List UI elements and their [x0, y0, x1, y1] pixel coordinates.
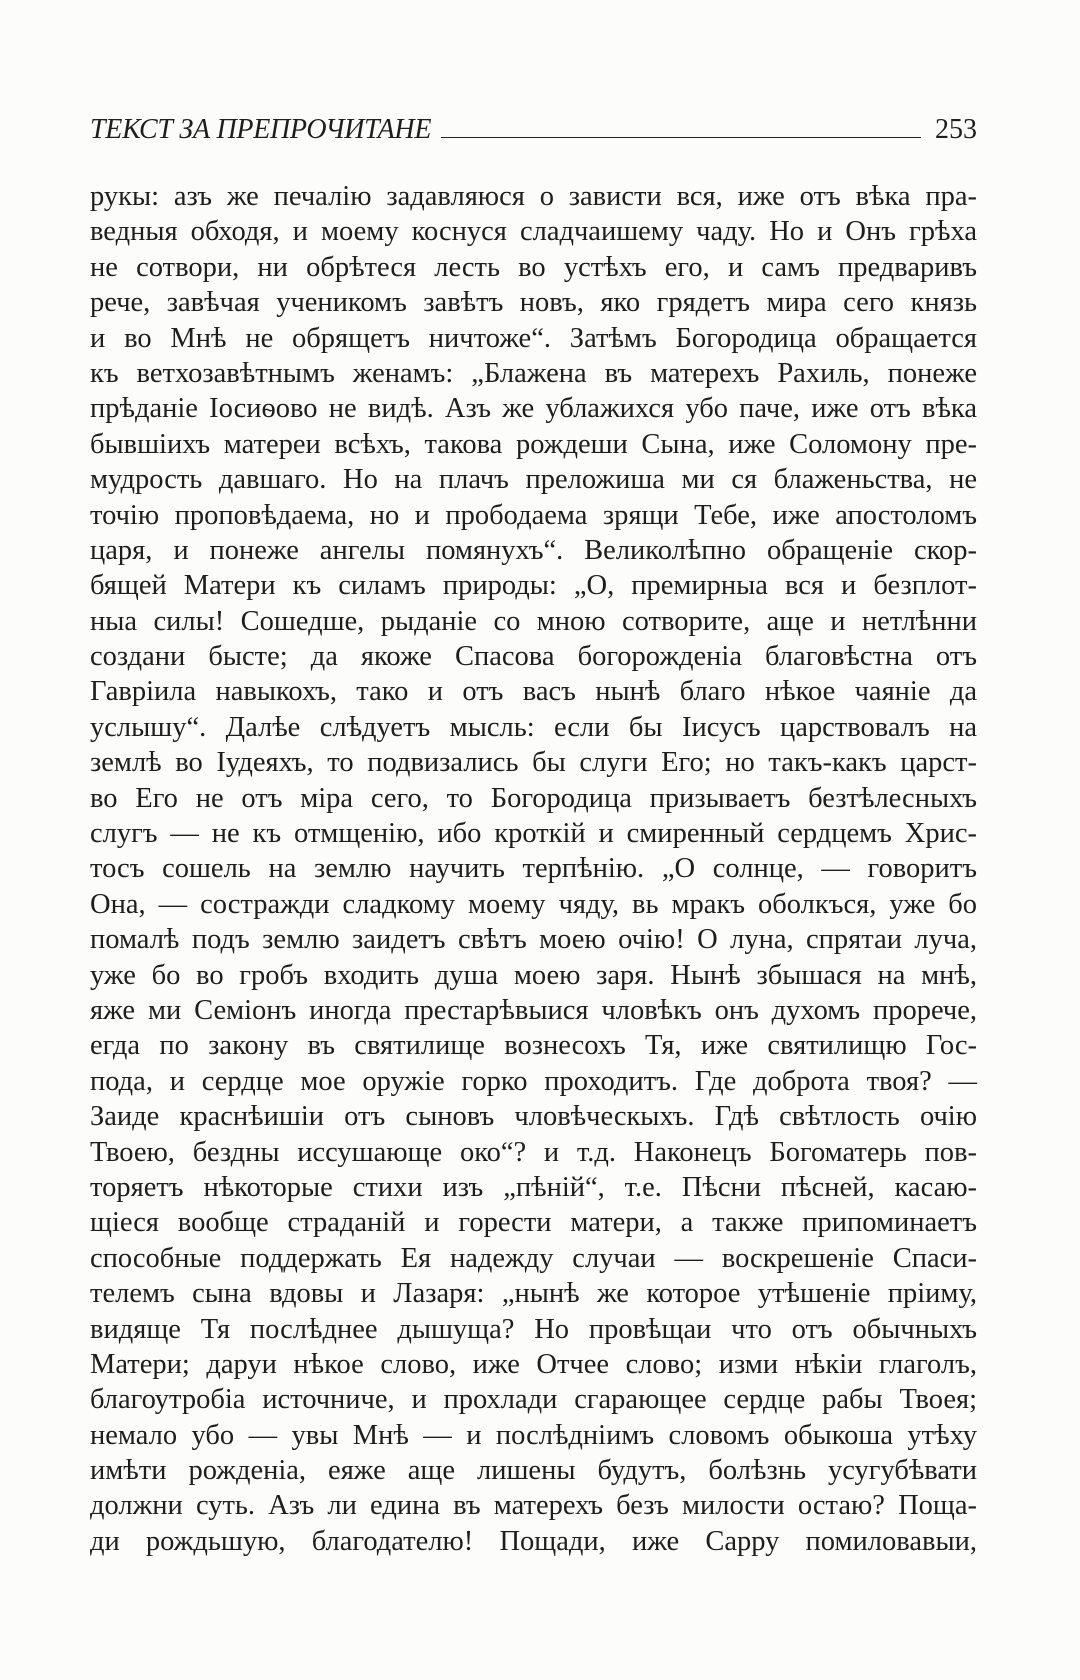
text-line [90, 1453, 977, 1488]
running-header [90, 108, 977, 146]
text-line-content: имѣти рожденіа, еяже аще лишены будутъ, болѣзнь усугубѣвати [90, 1455, 977, 1487]
text-line [90, 1064, 977, 1099]
text-line [90, 993, 977, 1028]
text-line-content: немало убо — увы Мнѣ — и послѣдніимъ словомъ обыкоша утѣху [90, 1419, 977, 1451]
body-text [90, 179, 977, 1559]
text-line-content: бящей Матери къ силамъ природы: „О, премирныа вся и безплот- [90, 570, 977, 602]
text-line-content: способные поддержать Ея надежду случаи — воскрешеніе Спаси- [90, 1242, 977, 1274]
text-line [90, 639, 977, 674]
text-line [90, 533, 977, 568]
text-line [90, 604, 977, 639]
text-line [90, 1099, 977, 1134]
text-line [90, 1135, 977, 1170]
text-line-content: яже ми Семіонъ иногда престарѣвыися чловѣкъ онъ духомъ прорече, [90, 994, 977, 1026]
text-line-content: точію проповѣдаема, но и прободаема зрящи Тебе, иже апостоломъ [90, 499, 977, 531]
text-line [90, 1276, 977, 1311]
text-line-content: бывшіихъ матереи всѣхъ, такова рождеши Сына, иже Соломону пре- [90, 428, 977, 460]
text-line [90, 816, 977, 851]
text-line-content: ди рождьшую, благодателю! Пощади, иже Сарру помиловавыи, [90, 1525, 977, 1557]
text-line [90, 285, 977, 320]
text-line [90, 922, 977, 957]
text-line-content: и во Мнѣ не обрящетъ ничтоже“. Затѣмъ Богородица обращается [90, 322, 977, 354]
text-line-content: землѣ во Іудеяхъ, то подвизались бы слуги Его; но такъ-какъ царст- [90, 747, 977, 779]
text-line-content: не сотвори, ни обрѣтеся лесть во устѣхъ его, и самъ предваривъ [90, 251, 977, 283]
text-line [90, 498, 977, 533]
text-line [90, 1205, 977, 1240]
text-line-content: рече, завѣчая ученикомъ завѣтъ новъ, яко грядетъ мира сего князь [90, 287, 977, 319]
text-line [90, 1312, 977, 1347]
text-line [90, 427, 977, 462]
text-line-content: щіеся вообще страданій и горести матери, а также припоминаетъ [90, 1207, 977, 1239]
text-line [90, 321, 977, 356]
text-line-content: ныа силы! Сошедше, рыданіе со мною сотворите, аще и нетлѣнни [90, 605, 977, 637]
text-line-content: Матери; даруи нѣкое слово, иже Отчее слово; изми нѣкіи глаголъ, [90, 1348, 977, 1380]
text-line [90, 1524, 977, 1559]
text-line-content: къ ветхозавѣтнымъ женамъ: „Блажена въ матерехъ Рахиль, понеже [90, 357, 977, 389]
text-line-content: царя, и понеже ангелы помянухъ“. Великолѣпно обращеніе скор- [90, 534, 977, 566]
text-line [90, 1241, 977, 1276]
text-line [90, 1028, 977, 1063]
text-line-content: егда по закону въ святилище вознесохъ Тя, иже святилищю Гос- [90, 1030, 977, 1062]
text-line-content: помалѣ подъ землю заидетъ свѣтъ моею очію! О луна, спрятаи луча, [90, 924, 977, 956]
text-line [90, 250, 977, 285]
text-line-content: ведныя обходя, и моему коснуся сладчаишему чаду. Но и Онъ грѣха [90, 216, 977, 248]
text-line [90, 781, 977, 816]
text-line [90, 958, 977, 993]
text-line-content: прѣданіе Іосиѳово не видѣ. Азъ же ублажихся убо паче, иже отъ вѣка [90, 393, 977, 425]
text-line-content: торяетъ нѣкоторые стихи изъ „пѣній“, т.е. Пѣсни пѣсней, касаю- [90, 1171, 977, 1203]
text-line-content: рукы: азъ же печалію задавляюся о зависти вся, иже отъ вѣка пра- [90, 181, 977, 212]
text-line-content: видяще Тя послѣднее дышуща? Но провѣщаи что отъ обычныхъ [90, 1313, 977, 1345]
text-line [90, 356, 977, 391]
text-line-content: тосъ сошель на землю научить терпѣнію. „О солнце, — говоритъ [90, 853, 977, 885]
text-line [90, 1488, 977, 1523]
text-line-content: Она, — состражди сладкому моему чяду, вь мракъ оболкъся, уже бо [90, 888, 977, 920]
text-line-content: услышу“. Далѣе слѣдуетъ мысль: если бы Іисусъ царствовалъ на [90, 711, 977, 743]
text-line [90, 462, 977, 497]
text-line [90, 179, 977, 214]
text-line [90, 851, 977, 886]
text-line-content: Гавріила навыкохъ, тако и отъ васъ нынѣ благо нѣкое чаяніе да [90, 676, 977, 708]
text-line-content: слугъ — не къ отмщенію, ибо кроткій и смиренный сердцемъ Хрис- [90, 818, 977, 850]
text-line-content: телемъ сына вдовы и Лазаря: „нынѣ же которое утѣшеніе пріиму, [90, 1278, 977, 1310]
text-line [90, 1418, 977, 1453]
text-line-content: мудрость давшаго. Но на плачъ преложиша ми ся блаженьства, не [90, 464, 977, 496]
text-line-content: должни суть. Азъ ли единa въ матерехъ безъ милости остаю? Поща- [90, 1490, 977, 1522]
running-title: ТЕКСТ ЗА ПРЕПРОЧИТАНЕ [90, 114, 432, 145]
header-rule [441, 137, 921, 138]
text-line-content: благоутробіа источниче, и прохлади сгарающее сердце рабы Твоея; [90, 1384, 977, 1416]
text-line-content: уже бо во гробъ входить душа моею заря. Нынѣ збышася на мнѣ, [90, 959, 977, 991]
text-line-content: создани бысте; да якоже Спасова богорожденіа благовѣстна отъ [90, 641, 977, 673]
text-line [90, 568, 977, 603]
text-line [90, 391, 977, 426]
text-line [90, 674, 977, 709]
text-line-content: Заиде краснѣишіи отъ сыновъ чловѣческыхъ. Гдѣ свѣтлость очію [90, 1101, 977, 1133]
text-line [90, 887, 977, 922]
text-line [90, 214, 977, 249]
text-line [90, 1382, 977, 1417]
text-line [90, 745, 977, 780]
text-line [90, 710, 977, 745]
text-line [90, 1170, 977, 1205]
text-line-content: пода, и сердце мое оружіе горко проходитъ. Где доброта твоя? — [90, 1065, 977, 1097]
text-line-content: во Его не отъ міра сего, то Богородица призываетъ безтѣлесныхъ [90, 782, 977, 814]
page-number: 253 [935, 114, 977, 145]
text-line-content: Твоею, бездны иссушающе око“? и т.д. Наконецъ Богоматерь пов- [90, 1136, 977, 1168]
text-line [90, 1347, 977, 1382]
